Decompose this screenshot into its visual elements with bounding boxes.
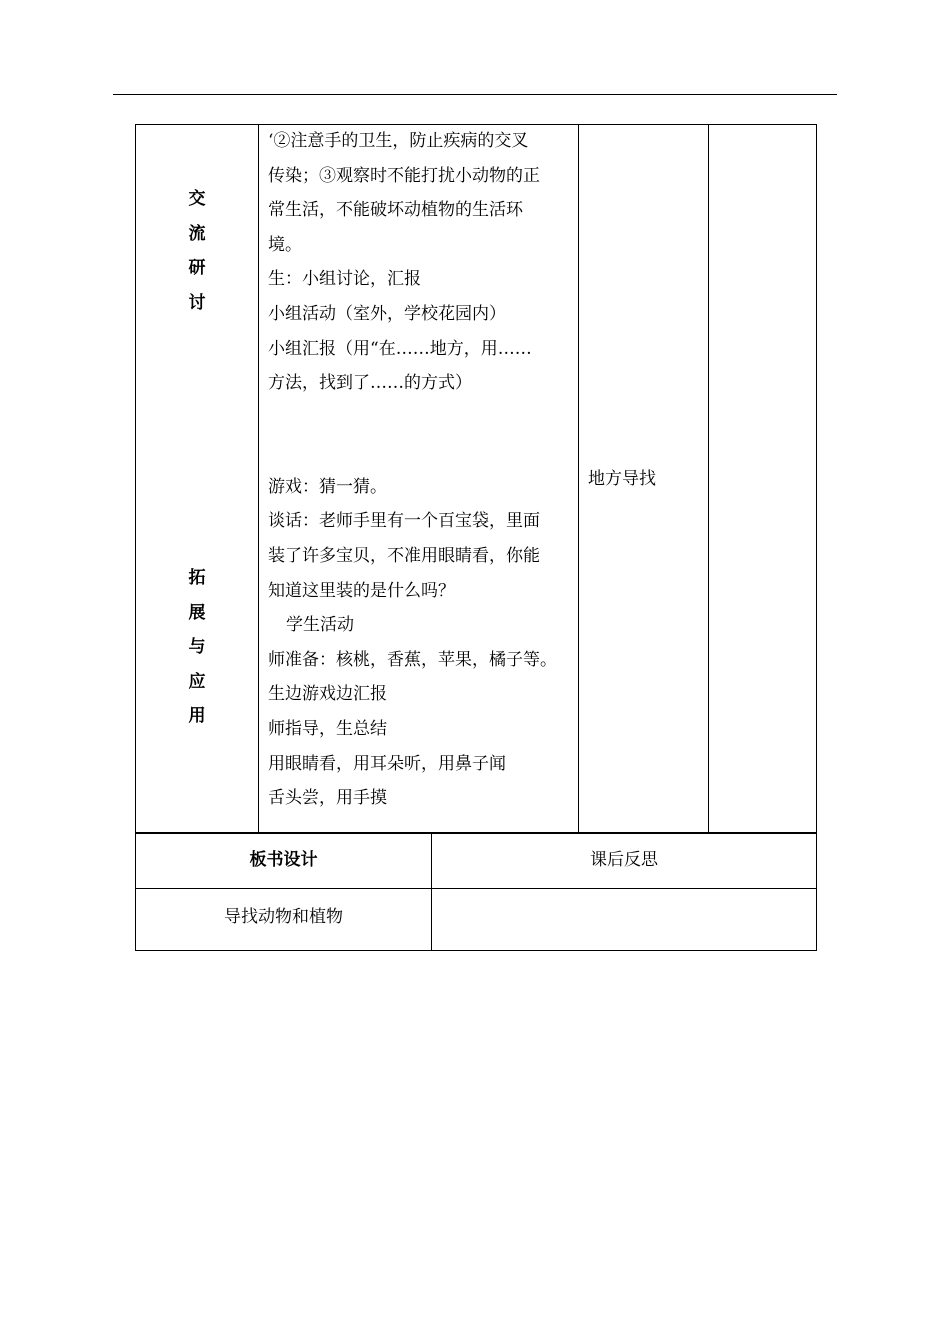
process-line: ‘②注意手的卫生，防止疾病的交叉 [268, 131, 529, 151]
lesson-table [135, 124, 817, 834]
process-line: 小组汇报（用“在……地方，用…… [268, 338, 532, 359]
stage-char: 展 [188, 602, 206, 623]
stage-char: 拓 [188, 568, 206, 588]
process-line: 生边游戏边汇报 [268, 684, 387, 705]
stage-column [136, 125, 259, 834]
reflection-label: 课后反思 [432, 833, 817, 889]
board-reflection-table [135, 832, 817, 951]
stage-char: 用 [188, 706, 206, 726]
process-line: 生：小组讨论，汇报 [268, 269, 421, 290]
process-line: 小组活动（室外，学校花园内） [268, 303, 506, 324]
process-line: 用眼睛看，用耳朵听，用鼻子闻 [268, 753, 506, 774]
intent-text: 地方导找 [588, 468, 656, 489]
stage-exchange [136, 182, 258, 320]
process-line: 知道这里装的是什么吗？ [268, 580, 455, 601]
process-line: 师指导，生总结 [268, 718, 387, 739]
table-row [136, 833, 817, 889]
process-line: 常生活，不能破坏动植物的生活环 [268, 200, 523, 221]
process-line: 师准备：核桃，香蕉，苹果，橘子等。 [268, 649, 557, 670]
board-design-content: 导找动物和植物 [136, 889, 432, 951]
process-line: 境。 [268, 234, 302, 255]
stage-char: 流 [188, 223, 206, 244]
spacer [268, 401, 570, 470]
stage-char: 与 [188, 637, 206, 657]
table-row [136, 889, 817, 951]
stage-char: 应 [188, 671, 206, 692]
stage-extend [136, 561, 258, 734]
process-line: 舌头尝，用手摸 [268, 788, 387, 809]
teaching-process [259, 125, 579, 834]
process-line: 方法，找到了……的方式） [268, 373, 472, 394]
reflection-content [432, 889, 817, 951]
notes-cell [709, 125, 817, 834]
process-line: 游戏：猜一猜。 [268, 476, 387, 497]
stage-char: 交 [188, 189, 206, 209]
process-line: 装了许多宝贝，不准用眼睛看，你能 [268, 545, 540, 566]
stage-char: 讨 [188, 292, 206, 313]
design-intent [579, 125, 709, 834]
stage-char: 研 [188, 258, 206, 278]
process-line: 谈话：老师手里有一个百宝袋，里面 [268, 511, 540, 532]
table-row [136, 125, 817, 834]
process-line: 传染；③观察时不能打扰小动物的正 [268, 165, 540, 186]
header-rule [113, 94, 837, 95]
board-design-label: 板书设计 [136, 833, 432, 889]
process-line: 学生活动 [286, 615, 354, 636]
